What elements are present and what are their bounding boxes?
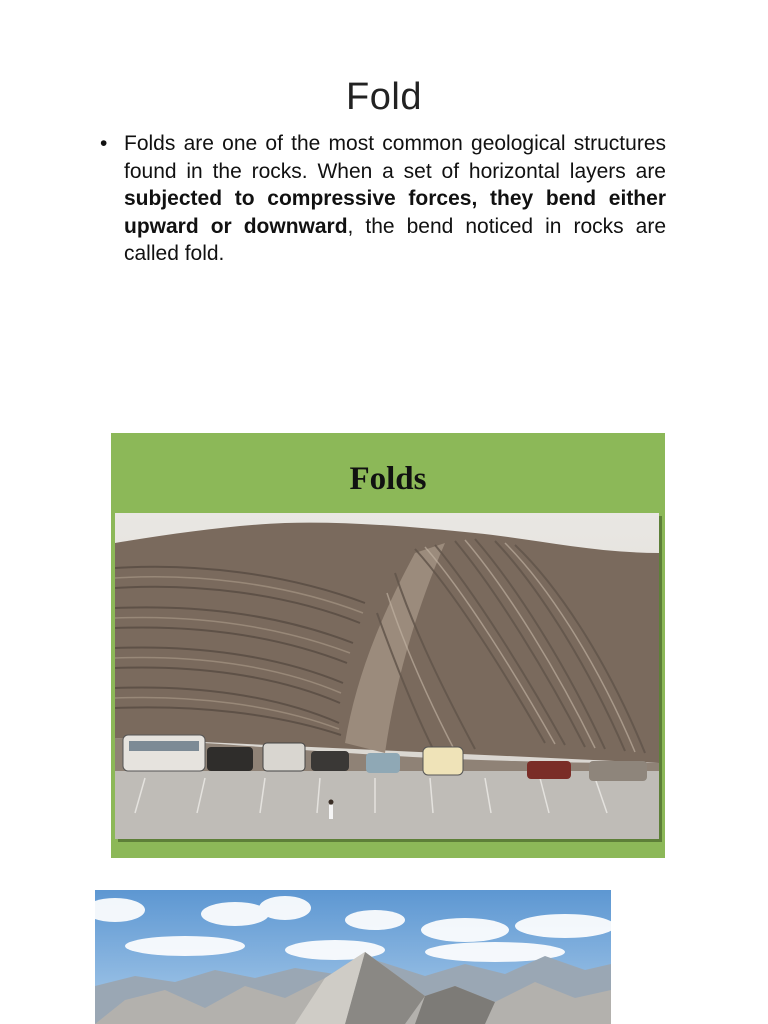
bullet-list [100,130,666,268]
page-title: Fold [346,76,422,118]
bullet-dot: • [100,132,108,155]
folds-figure [111,433,665,858]
bullet-text-bold: subjected to compressive forces, they bend either upward or downward [124,187,666,238]
folds-heading: Folds [349,461,427,497]
bullet-text-part1: Folds are one of the most common geological structures found in the rocks. When a set of horizontal layers are [124,132,666,183]
bullet-text-part2: , the bend noticed in rocks are called fold. [124,214,666,265]
mountain-photo [95,890,611,1024]
bullet-text [124,130,666,268]
folded-rock-photo [115,513,659,839]
